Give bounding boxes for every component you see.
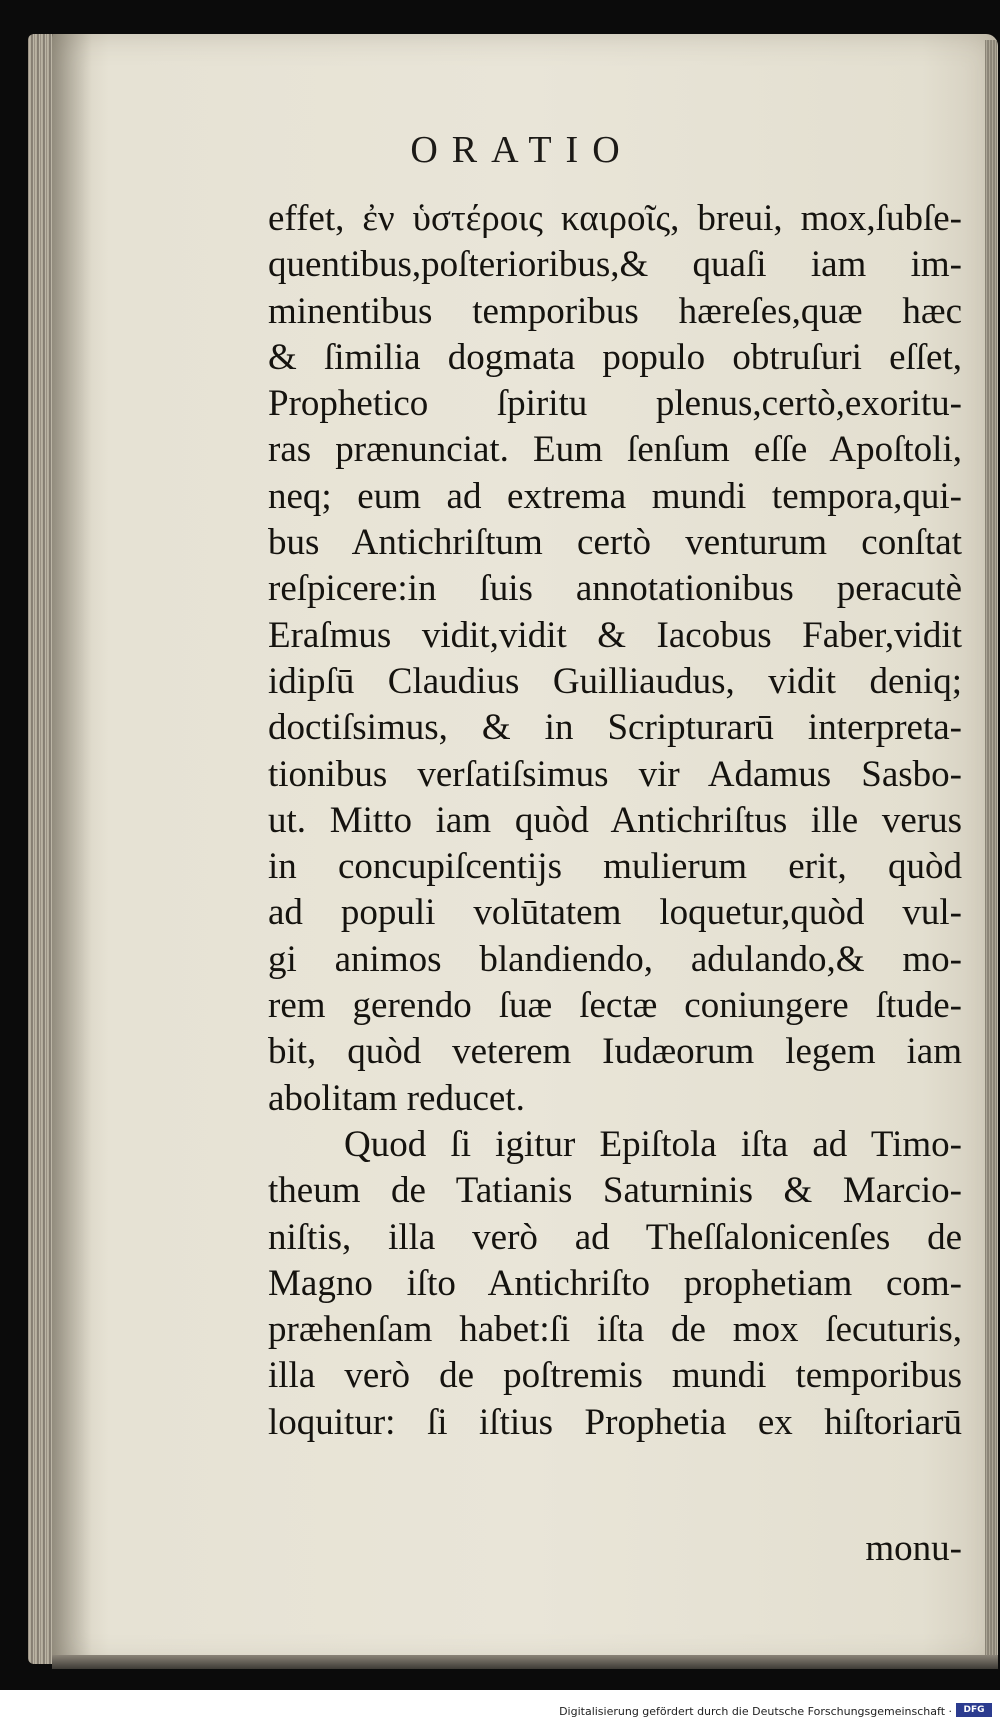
text-line: præhenſam habet:ſi iſta de mox ſecuturis,	[268, 1309, 962, 1351]
text-line: minentibus temporibus hæreſes,quæ hæc	[268, 290, 962, 332]
text-line: & ſimilia dogmata populo obtruſuri eſſet,	[268, 336, 962, 378]
text-line: reſpicere:in ſuis annotationibus peracutè	[268, 568, 962, 610]
text-line: abolitam reducet.	[268, 1077, 525, 1119]
text-line: gi animos blandiendo, adulando,& mo-	[268, 938, 962, 980]
text-line: idipſū Claudius Guilliaudus, vidit deniq;	[268, 660, 962, 702]
catchword: monu-	[865, 1528, 962, 1569]
text-line: effet, ἐν ὑστέροις καιροῖς, breui, mox,ſubſe-	[268, 198, 962, 239]
text-line: Quod ſi igitur Epiſtola iſta ad Timo-	[344, 1123, 962, 1165]
text-line: bit, quòd veterem Iudæorum legem iam	[268, 1031, 962, 1073]
text-line: Magno iſto Antichriſto prophetiam com-	[268, 1262, 962, 1304]
text-line: loquitur: ſi iſtius Prophetia ex hiſtoriarū	[268, 1401, 962, 1443]
body-text	[268, 196, 962, 1446]
book-edge-right	[985, 40, 997, 1660]
text-line: ad populi volūtatem loquetur,quòd vul-	[268, 892, 962, 934]
book-edge-bottom	[52, 1655, 998, 1669]
text-line: illa verò de poſtremis mundi temporibus	[268, 1355, 962, 1397]
text-line: theum de Tatianis Saturninis & Marcio-	[268, 1170, 962, 1212]
text-line: tionibus verſatiſsimus vir Adamus Sasbo-	[268, 753, 962, 795]
text-line: ut. Mitto iam quòd Antichriſtus ille verus	[268, 799, 962, 841]
text-line: neq; eum ad extrema mundi tempora,qui-	[268, 475, 962, 517]
text-line: doctiſsimus, & in Scripturarū interpreta-	[268, 707, 962, 749]
gutter-shadow	[52, 34, 92, 1666]
digitization-credit: Digitalisierung gefördert durch die Deutsche Forschungsgemeinschaft ·	[559, 1705, 952, 1718]
dfg-logo: DFG	[956, 1703, 992, 1717]
text-line: Prophetico ſpiritu plenus,certò,exoritu-	[268, 383, 962, 425]
running-header: ORATIO	[410, 129, 634, 171]
text-line: rem gerendo ſuæ ſectæ coniungere ſtude-	[268, 985, 962, 1027]
text-line: bus Antichriſtum certò venturum conſtat	[268, 522, 962, 564]
text-line: in concupiſcentijs mulierum erit, quòd	[268, 846, 962, 888]
text-line: quentibus,poſterioribus,& quaſi iam im-	[268, 244, 962, 286]
text-line: ras prænunciat. Eum ſenſum eſſe Apoſtoli,	[268, 429, 962, 471]
text-line: Eraſmus vidit,vidit & Iacobus Faber,vidit	[268, 614, 962, 656]
text-line: niſtis, illa verò ad Theſſalonicenſes de	[268, 1216, 962, 1258]
